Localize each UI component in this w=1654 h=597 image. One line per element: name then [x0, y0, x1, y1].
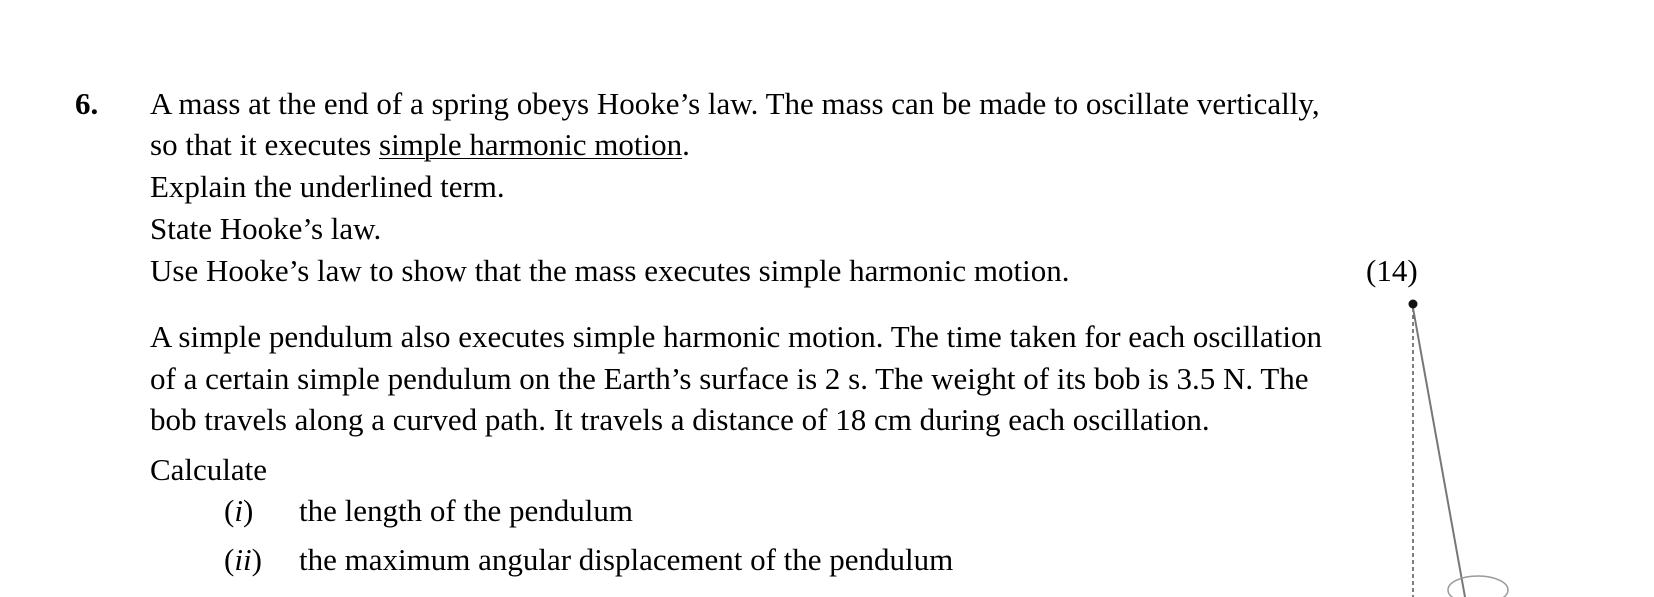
question-line-4: State Hooke’s law. — [150, 211, 382, 246]
question-line-1: A mass at the end of a spring obeys Hooke’s law. The mass can be made to oscillate vertically, — [150, 86, 1320, 121]
calculate-label: Calculate — [150, 452, 268, 487]
marks-label: (14) — [1366, 253, 1418, 288]
paragraph-2-line-3: bob travels along a curved path. It travels a distance of 18 cm during each oscillation. — [150, 402, 1210, 437]
paragraph-2-line-2: of a certain simple pendulum on the Earth’s surface is 2 s. The weight of its bob is 3.5 N. The — [150, 361, 1309, 396]
part-ii-text: the maximum angular displacement of the pendulum — [299, 542, 954, 577]
part-i-label: (i) — [224, 493, 254, 528]
line-2-prefix: so that it executes — [150, 127, 379, 162]
part-i-text: the length of the pendulum — [299, 493, 634, 528]
question-line-5: Use Hooke’s law to show that the mass executes simple harmonic motion. — [150, 253, 1070, 288]
pivot-point — [1409, 300, 1418, 309]
pendulum-string — [1413, 308, 1465, 597]
underlined-term: simple harmonic motion — [379, 127, 683, 162]
line-2-suffix: . — [682, 127, 690, 162]
question-number: 6. — [75, 86, 99, 121]
paragraph-2-line-1: A simple pendulum also executes simple harmonic motion. The time taken for each oscillation — [150, 319, 1322, 354]
part-ii-label: (ii) — [224, 542, 262, 577]
pendulum-bob — [1448, 576, 1508, 597]
question-line-3: Explain the underlined term. — [150, 169, 505, 204]
